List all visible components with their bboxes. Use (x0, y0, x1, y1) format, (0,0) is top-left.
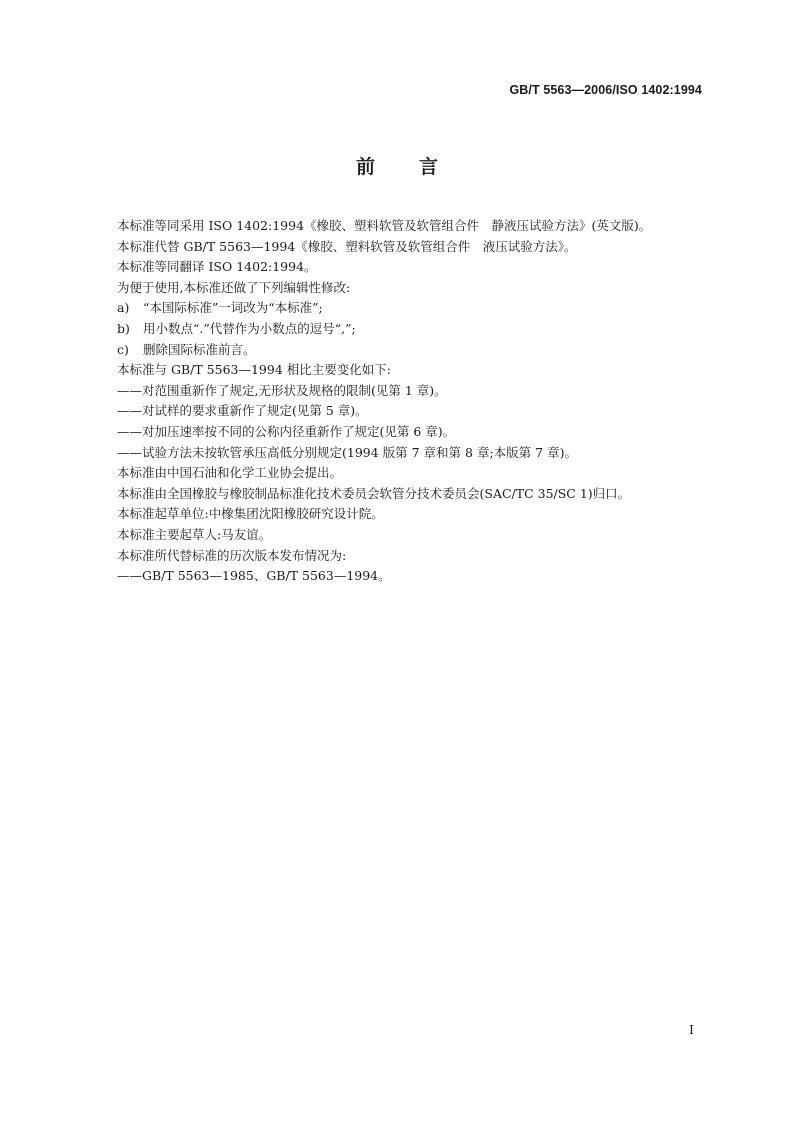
closing-paragraph: 本标准由中国石油和化学工业协会提出。 (117, 465, 343, 481)
closing-paragraph: 本标准所代替标准的历次版本发布情况为: (117, 547, 347, 563)
edit-item (117, 319, 717, 340)
closing-paragraph: 本标准起草单位:中橡集团沈阳橡胶研究设计院。 (117, 506, 384, 522)
edit-item-text: 用小数点“.”代替作为小数点的逗号“,”; (143, 320, 356, 336)
page-title-char-1: 前 (355, 156, 375, 178)
edit-item (117, 340, 717, 361)
paragraph: 本标准代替 GB/T 5563—1994《橡胶、塑料软管及软管组合件 液压试验方法》。 (117, 238, 577, 254)
closing-paragraph: ——GB/T 5563—1985、GB/T 5563—1994。 (117, 568, 391, 584)
foreword-body (117, 216, 717, 587)
page-number: I (689, 1022, 694, 1037)
edit-item-text: 删除国际标准前言。 (143, 341, 256, 357)
page-title-char-2: 言 (419, 156, 439, 178)
change-item: ——对加压速率按不同的公称内径重新作了规定(见第 6 章)。 (117, 423, 456, 439)
change-item: ——对范围重新作了规定,无形状及规格的限制(见第 1 章)。 (117, 382, 447, 398)
edit-item-mark: a) (117, 300, 130, 316)
closing-paragraph: 本标准主要起草人:马友谊。 (117, 526, 272, 542)
edit-item (117, 298, 717, 319)
change-item: ——试验方法未按软管承压高低分别规定(1994 版第 7 章和第 8 章;本版第 7 章)。 (117, 444, 577, 460)
changes-intro: 本标准与 GB/T 5563—1994 相比主要变化如下: (117, 362, 391, 378)
edit-item-mark: c) (117, 341, 129, 357)
edit-item-text: “本国际标准”一词改为“本标准”; (143, 300, 323, 316)
closing-paragraph: 本标准由全国橡胶与橡胶制品标准化技术委员会软管分技术委员会(SAC/TC 35/SC 1)归口。 (117, 485, 631, 501)
paragraph: 本标准等同采用 ISO 1402:1994《橡胶、塑料软管及软管组合件 静液压试验方法》(英文版)。 (117, 218, 652, 233)
edit-item-mark: b) (117, 320, 130, 336)
paragraph: 为便于使用,本标准还做了下列编辑性修改: (117, 279, 351, 295)
change-item: ——对试样的要求重新作了规定(见第 5 章)。 (117, 403, 368, 419)
standard-code-header: GB/T 5563—2006/ISO 1402:1994 (509, 83, 702, 97)
page-title (0, 152, 794, 179)
paragraph: 本标准等同翻译 ISO 1402:1994。 (117, 259, 317, 275)
